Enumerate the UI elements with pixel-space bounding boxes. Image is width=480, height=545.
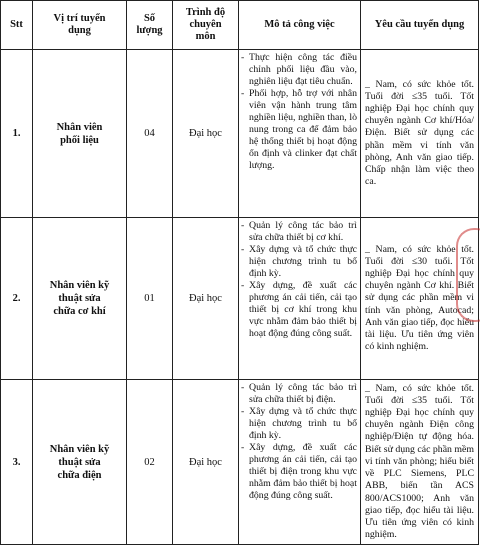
description-item: - Phối hợp, hỗ trợ với nhân viên vận hành trung tâm nghiền liệu, nghiền than, lò nung trong ca để đảm bảo hệ thống thiết bị hoạt động ổn định và clinker đạt chất lượng. <box>241 88 357 172</box>
row-level: Đại học <box>173 380 239 545</box>
row-requirements: _ Nam, có sức khỏe tốt. Tuổi đời ≤35 tuổi. Tốt nghiệp Đại học chính quy chuyên ngành Điện công nghiệp/Điện tự động hóa. Biết sử dụng các phần mềm vi tính văn phòng; hiểu biết về PLC Siemens, PLC ABB, biến tần ACS 800/ACS1000; Anh văn giao tiếp, đọc hiểu tài liệu. Ưu tiên ứng viên có kinh nghiệm. <box>361 380 479 545</box>
description-item: - Xây dựng, đề xuất các phương án cải tiến, cải tạo thiết bị điện trong khu vực nhằm đảm bảo thiết bị hoạt động đúng công suất. <box>241 442 357 502</box>
description-item: - Quản lý công tác bảo trì sửa chữa thiết bị cơ khí. <box>241 220 357 244</box>
header-level: Trình độ chuyên môn <box>173 1 239 50</box>
row-description <box>239 218 361 380</box>
table-row <box>1 218 479 380</box>
header-stt: Stt <box>1 1 33 50</box>
row-position: Nhân viên kỹ thuật sửa chữa điện <box>33 380 127 545</box>
row-stt: 3. <box>1 380 33 545</box>
header-description: Mô tả công việc <box>239 1 361 50</box>
row-level: Đại học <box>173 50 239 218</box>
row-stt: 2. <box>1 218 33 380</box>
description-item: - Xây dựng và tổ chức thực hiện chương trình tu bổ định kỳ. <box>241 244 357 280</box>
row-quantity: 04 <box>127 50 173 218</box>
header-row <box>1 1 479 50</box>
row-position: Nhân viên phối liệu <box>33 50 127 218</box>
row-quantity: 01 <box>127 218 173 380</box>
row-description <box>239 380 361 545</box>
description-item: - Thực hiện công tác điều chỉnh phối liệu đầu vào, nghiên liệu đạt tiêu chuẩn. <box>241 52 357 88</box>
header-requirements: Yêu cầu tuyển dụng <box>361 1 479 50</box>
description-item: - Xây dựng và tổ chức thực hiện chương trình tu bổ định kỳ. <box>241 406 357 442</box>
row-stt: 1. <box>1 50 33 218</box>
table-row <box>1 50 479 218</box>
row-level: Đại học <box>173 218 239 380</box>
description-item: - Xây dựng, đề xuất các phương án cải tiến, cải tạo thiết bị cơ khí trong khu vực nhằm đảm bảo thiết bị hoạt động đúng công suất. <box>241 280 357 340</box>
row-requirements: _ Nam, có sức khỏe tốt. Tuổi đời ≤30 tuổi. Tốt nghiệp Đại học chính quy chuyên ngành Cơ khí. Biết sử dụng các phần mềm vi tính văn phòng, Autocad; Anh văn giao tiếp, đọc hiểu tài liệu. Ưu tiên ứng viên có kinh nghiệm. <box>361 218 479 380</box>
table-row <box>1 380 479 545</box>
row-description <box>239 50 361 218</box>
red-stamp-mark <box>456 228 480 322</box>
row-quantity: 02 <box>127 380 173 545</box>
description-item: - Quản lý công tác bảo trì sửa chữa thiết bị điện. <box>241 382 357 406</box>
header-position: Vị trí tuyển dụng <box>33 1 127 50</box>
header-quantity: Số lượng <box>127 1 173 50</box>
row-requirements: _ Nam, có sức khỏe tốt. Tuổi đời ≤35 tuổi. Tốt nghiệp Đại học chính quy chuyên ngành Cơ khí/Hóa/Điện. Biết sử dụng các phần mềm vi tính văn phòng, Anh văn giao tiếp. Chấp nhận làm việc theo ca. <box>361 50 479 218</box>
row-position: Nhân viên kỹ thuật sửa chữa cơ khí <box>33 218 127 380</box>
